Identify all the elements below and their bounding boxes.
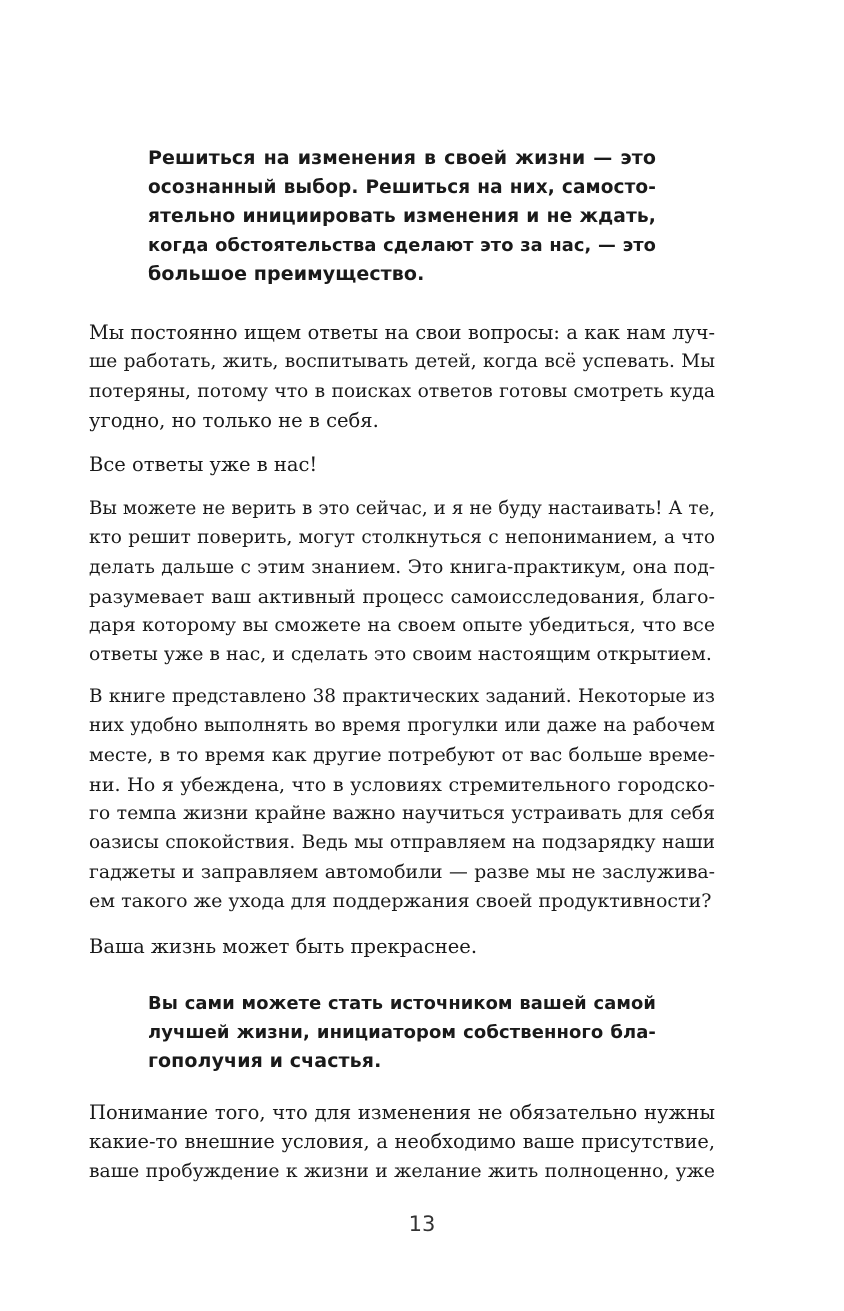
paragraph-1	[89, 318, 715, 435]
paragraph-3	[89, 494, 715, 670]
text-line: делать дальше с этим знанием. Это книга-практикум, она под-	[89, 556, 715, 578]
paragraph-5	[89, 932, 715, 961]
text-line: В книге представлено 38 практических заданий. Некоторые из	[89, 686, 715, 707]
quote-line: большое преимущество.	[148, 263, 425, 285]
quote-line: Вы сами можете стать источником вашей самой	[148, 993, 656, 1014]
text-line: Все ответы уже в нас!	[89, 453, 318, 476]
paragraph-4	[89, 682, 715, 916]
quote-line: лучшей жизни, инициатором собственного бла-	[148, 1022, 656, 1043]
text-line: ответы уже в нас, и сделать это своим настоящим открытием.	[89, 644, 712, 666]
text-line: угодно, но только не в себя.	[89, 408, 379, 432]
text-line: гаджеты и заправляем автомобили — разве мы не заслужива-	[89, 861, 715, 883]
text-line: них удобно выполнять во время прогулки или даже на рабочем	[89, 715, 715, 737]
text-line: Ваша жизнь может быть прекраснее.	[89, 935, 478, 958]
text-line: кто решит поверить, могут столкнуться с непониманием, а что	[89, 527, 715, 549]
text-line: потеряны, потому что в поисках ответов готовы смотреть куда	[89, 380, 715, 402]
text-line: оазисы спокойствия. Ведь мы отправляем на подзарядку наши	[89, 832, 715, 854]
paragraph-2	[89, 450, 715, 479]
text-line: ше работать, жить, воспитывать детей, когда всё успевать. Мы	[89, 351, 715, 373]
pull-quote-2	[148, 989, 656, 1076]
text-line: Мы постоянно ищем ответы на свои вопросы: а как нам луч-	[89, 321, 715, 344]
quote-line: Решиться на изменения в своей жизни — это	[148, 147, 656, 169]
quote-line: ятельно инициировать изменения и не ждать,	[148, 206, 656, 227]
text-line: месте, в то время как другие потребуют от вас больше време-	[89, 743, 715, 766]
quote-line: когда обстоятельства сделают это за нас, — это	[148, 235, 656, 256]
quote-line: осознанный выбор. Решиться на них, самосто-	[148, 177, 656, 198]
text-line: разумевает ваш активный процесс самоисследования, благо-	[89, 584, 715, 608]
text-line: Вы можете не верить в это сейчас, и я не буду настаивать! А те,	[89, 498, 715, 519]
text-line: даря которому вы сможете на своем опыте убедиться, что все	[89, 615, 715, 637]
text-line: ем такого же ухода для поддержания своей продуктивности?	[89, 890, 712, 913]
page-number: 13	[408, 1212, 436, 1236]
paragraph-6	[89, 1098, 715, 1186]
pull-quote-1	[148, 144, 656, 289]
text-line: го темпа жизни крайне важно научиться устраивать для себя	[89, 803, 715, 825]
text-line: ни. Но я убеждена, что в условиях стремительного городско-	[89, 772, 715, 796]
text-line: какие-то внешние условия, а необходимо ваше присутствие,	[89, 1130, 715, 1154]
quote-line: гополучия и счастья.	[148, 1050, 382, 1072]
text-line: ваше пробуждение к жизни и желание жить полноценно, уже	[89, 1160, 715, 1182]
text-line: Понимание того, что для изменения не обязательно нужны	[89, 1101, 715, 1124]
